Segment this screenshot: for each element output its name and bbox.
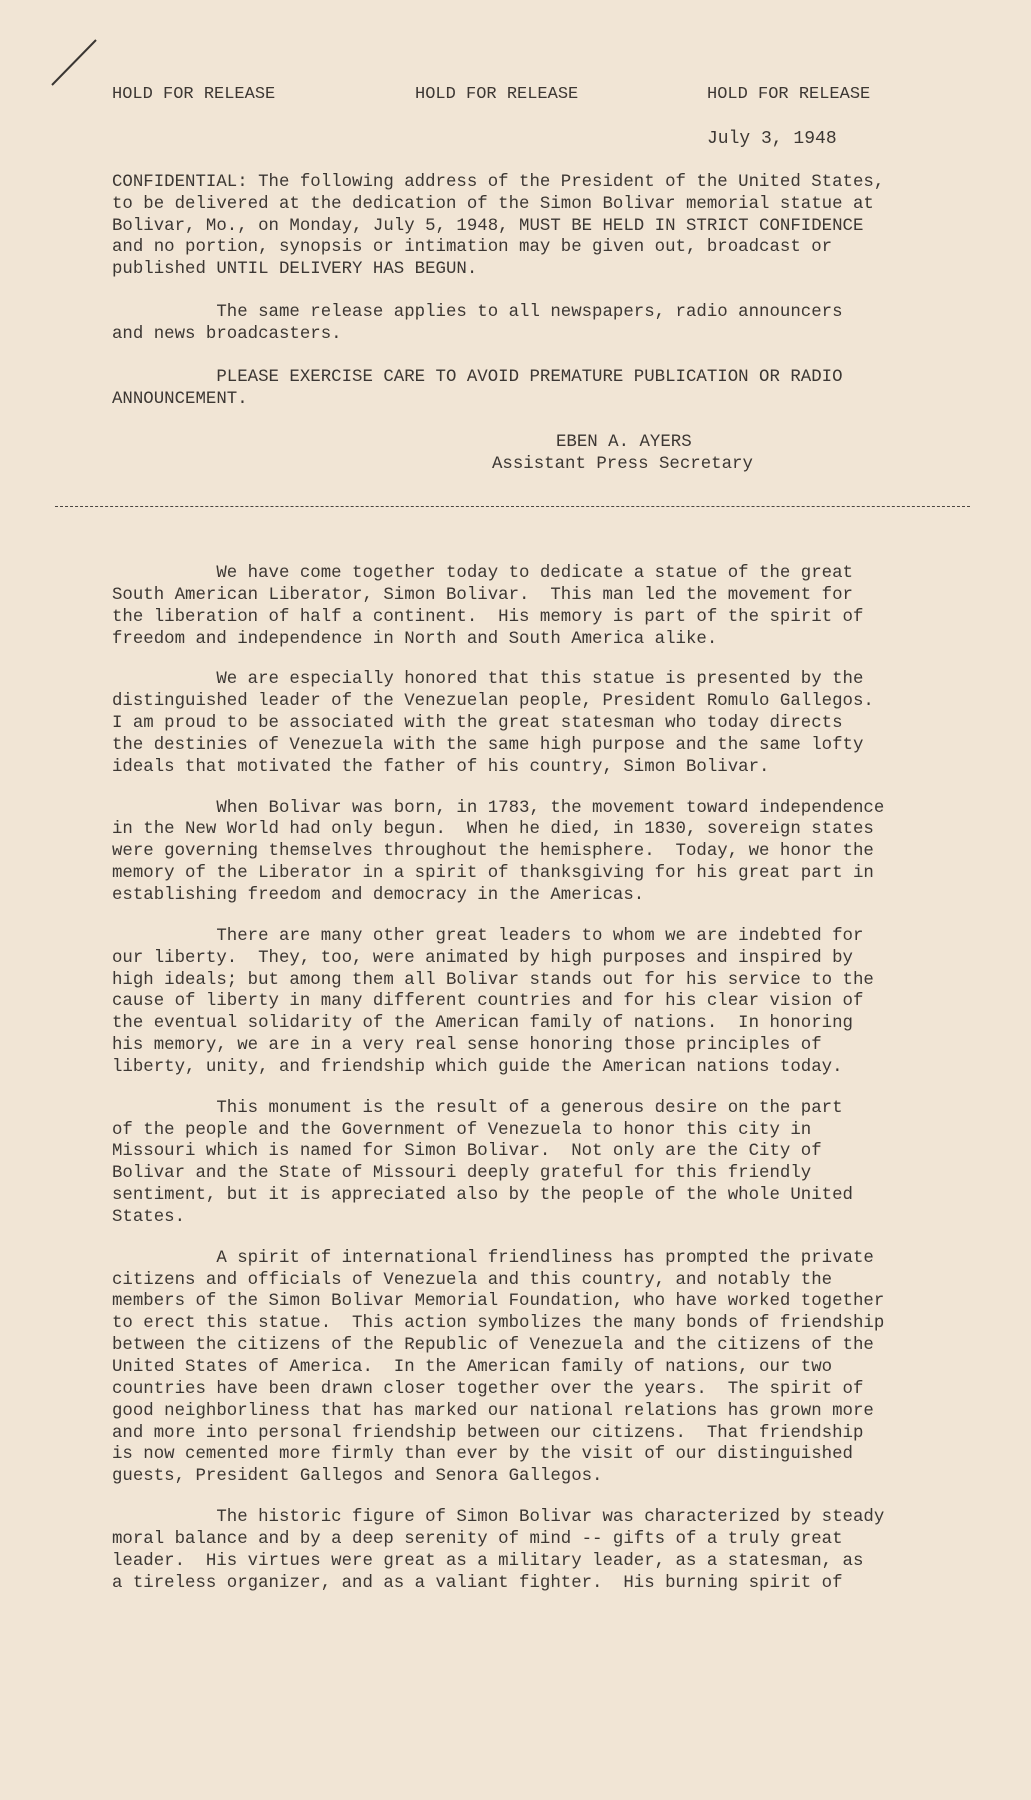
text-line: freedom and independence in North and South America alike. — [112, 629, 718, 649]
text-line: the liberation of half a continent. His memory is part of the spirit of — [112, 607, 864, 627]
pen-stroke-mark — [50, 38, 100, 88]
text-line: Bolivar and the State of Missouri deeply grateful for this friendly — [112, 1164, 812, 1184]
caution-notice — [112, 367, 927, 411]
text-line: the destinies of Venezuela with the same high purpose and the same lofty — [112, 735, 864, 755]
text-line: There are many other great leaders to whom we are indebted for — [112, 926, 864, 946]
text-line: between the citizens of the Republic of Venezuela and the citizens of the — [112, 1336, 874, 1356]
text-line: distinguished leader of the Venezuelan people, President Romulo Gallegos. — [112, 692, 874, 712]
address-body — [112, 563, 932, 1613]
paragraph — [112, 798, 932, 907]
text-line: of the people and the Government of Venezuela to honor this city in — [112, 1120, 812, 1140]
confidential-notice — [112, 172, 927, 281]
text-line: in the New World had only begun. When he died, in 1830, sovereign states — [112, 820, 874, 840]
text-line: memory of the Liberator in a spirit of thanksgiving for his great part in — [112, 864, 874, 884]
text-line: high ideals; but among them all Bolivar stands out for his service to the — [112, 970, 874, 990]
text-line: We have come together today to dedicate a statue of the great — [112, 564, 853, 583]
text-line: I am proud to be associated with the great statesman who today directs — [112, 714, 843, 734]
text-line: were governing themselves throughout the hemisphere. Today, we honor the — [112, 842, 874, 862]
text-line: good neighborliness that has marked our national relations has grown more — [112, 1401, 874, 1421]
text-line: countries have been drawn closer together over the years. The spirit of — [112, 1379, 864, 1399]
release-line: and news broadcasters. — [112, 324, 342, 344]
text-line: members of the Simon Bolivar Memorial Foundation, who have worked together — [112, 1292, 885, 1312]
caution-line: ANNOUNCEMENT. — [112, 389, 248, 409]
text-line: South American Liberator, Simon Bolivar. This man led the movement for — [112, 585, 853, 605]
text-line: the eventual solidarity of the American family of nations. In honoring — [112, 1014, 853, 1034]
text-line: cause of liberty in many different countries and for his clear vision of — [112, 992, 864, 1012]
text-line: We are especially honored that this statue is presented by the — [112, 670, 864, 690]
hold-for-release-row — [0, 85, 1031, 107]
text-line: a tireless organizer, and as a valiant fighter. His burning spirit of — [112, 1573, 843, 1593]
text-line: The historic figure of Simon Bolivar was characterized by steady — [112, 1508, 885, 1528]
text-line: establishing freedom and democracy in the Americas. — [112, 885, 645, 905]
caution-line: PLEASE EXERCISE CARE TO AVOID PREMATURE PUBLICATION OR RADIO — [112, 368, 843, 387]
paragraph — [112, 926, 932, 1079]
signatory-title: Assistant Press Secretary — [492, 455, 753, 474]
confidential-line: CONFIDENTIAL: The following address of the President of the United States, — [112, 173, 885, 192]
text-line: liberty, unity, and friendship which guide the American nations today. — [112, 1057, 843, 1077]
text-line: This monument is the result of a generous desire on the part — [112, 1098, 843, 1118]
hold-label-center: HOLD FOR RELEASE — [415, 85, 579, 104]
paragraph — [112, 1248, 932, 1488]
confidential-line: Bolivar, Mo., on Monday, July 5, 1948, MUST BE HELD IN STRICT CONFIDENCE — [112, 216, 864, 236]
confidential-line: published UNTIL DELIVERY HAS BEGUN. — [112, 260, 478, 280]
text-line: leader. His virtues were great as a military leader, as a statesman, as — [112, 1551, 864, 1571]
text-line: United States of America. In the American family of nations, our two — [112, 1358, 833, 1377]
text-line: and more into personal friendship between our citizens. That friendship — [112, 1423, 864, 1443]
paragraph — [112, 1507, 932, 1594]
text-line: moral balance and by a deep serenity of mind -- gifts of a truly great — [112, 1529, 843, 1549]
hold-label-left: HOLD FOR RELEASE — [112, 85, 276, 104]
paragraph — [112, 669, 932, 778]
text-line: Missouri which is named for Simon Bolivar. Not only are the City of — [112, 1142, 822, 1162]
paragraph — [112, 563, 932, 650]
text-line: When Bolivar was born, in 1783, the movement toward independence — [112, 798, 885, 818]
text-line: guests, President Gallegos and Senora Gallegos. — [112, 1467, 603, 1487]
signatory-name: EBEN A. AYERS — [556, 433, 692, 452]
text-line: citizens and officials of Venezuela and this country, and notably the — [112, 1270, 833, 1290]
text-line: sentiment, but it is appreciated also by the people of the whole United — [112, 1186, 853, 1206]
text-line: ideals that motivated the father of his country, Simon Bolivar. — [112, 757, 770, 777]
release-line: The same release applies to all newspapers, radio announcers — [112, 303, 843, 322]
confidential-line: to be delivered at the dedication of the Simon Bolivar memorial statue at — [112, 194, 874, 214]
text-line: is now cemented more firmly than ever by the visit of our distinguished — [112, 1445, 853, 1465]
hold-label-right: HOLD FOR RELEASE — [707, 85, 871, 104]
text-line: States. — [112, 1207, 186, 1227]
release-date: July 3, 1948 — [707, 129, 837, 149]
text-line: our liberty. They, too, were animated by high purposes and inspired by — [112, 948, 853, 968]
confidential-line: and no portion, synopsis or intimation may be given out, broadcast or — [112, 238, 833, 258]
paragraph — [112, 1098, 932, 1229]
text-line: to erect this statue. This action symbolizes the many bonds of friendship — [112, 1314, 885, 1334]
text-line: his memory, we are in a very real sense honoring those principles of — [112, 1036, 822, 1056]
release-notice — [112, 302, 927, 346]
text-line: A spirit of international friendliness has prompted the private — [112, 1248, 874, 1268]
dashed-divider — [55, 506, 970, 507]
